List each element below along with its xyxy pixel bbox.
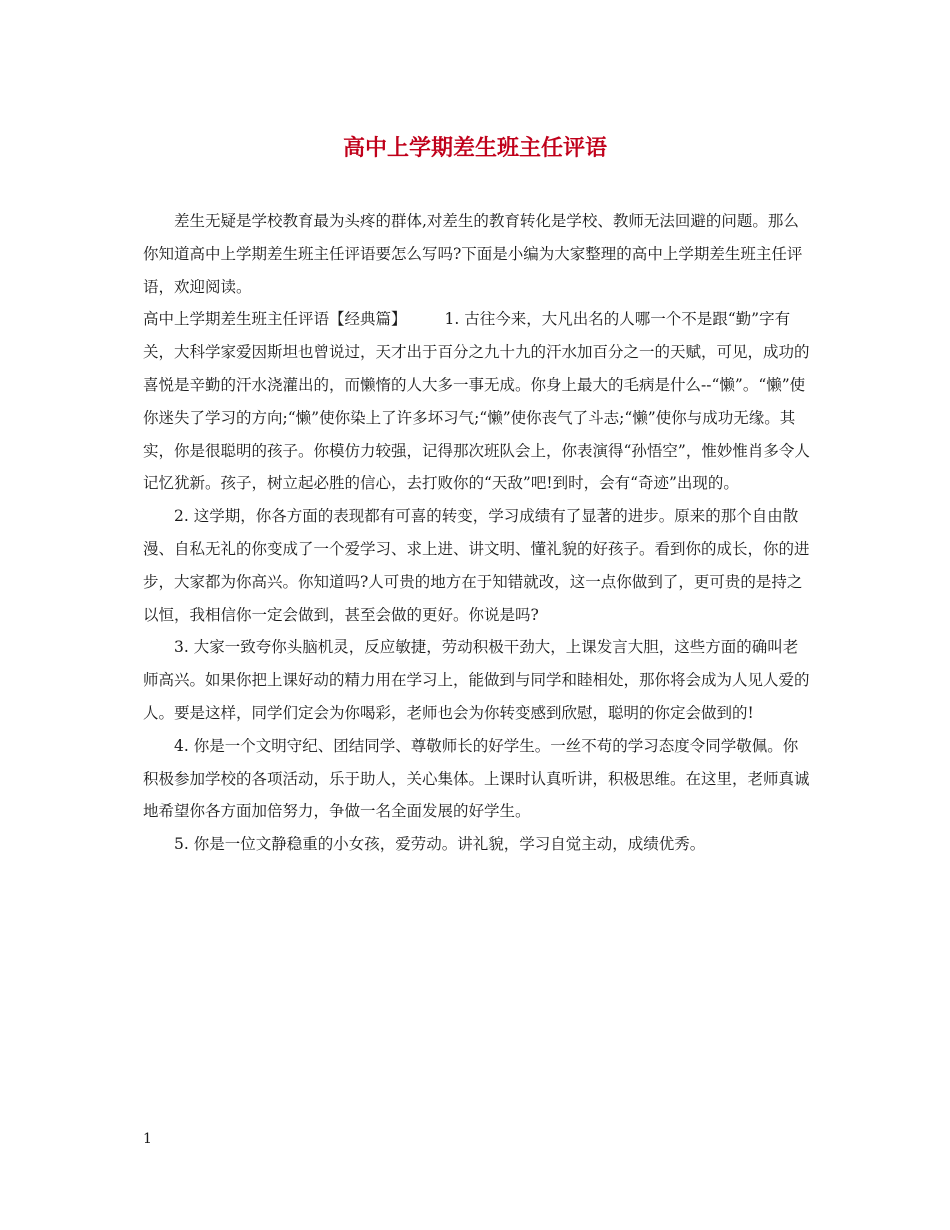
document-body	[143, 205, 811, 861]
section-heading: 高中上学期差生班主任评语【经典篇】	[143, 310, 407, 329]
comment-item-5: 5. 你是一位文静稳重的小女孩，爱劳动。讲礼貌，学习自觉主动，成绩优秀。	[174, 835, 706, 854]
comment-item-1: 1. 古往今来，大凡出名的人哪一个不是跟“勤”字有关，大科学家爱因斯坦也曾说过，天才出于百分之九十九的汗水加百分之一的天赋，可见，成功的喜悦是辛勤的汗水浇灌出的，而懒惰的人大多一事无成。你身上最大的毛病是什么--“懒”。“懒”使你迷失了学习的方向;“懒”使你染上了许多坏习气;“懒”使你丧气了斗志;“懒”使你与成功无缘。其实，你是很聪明的孩子。你模仿力较强，记得那次班队会上，你表演得“孙悟空”，惟妙惟肖多令人记忆犹新。孩子，树立起必胜的信心，去打败你的“天敌”吧!到时，会有“奇迹”出现的。	[143, 310, 810, 493]
section-heading-paragraph	[143, 303, 811, 500]
document-title: 高中上学期差生班主任评语	[342, 135, 607, 161]
comment-item-2: 2. 这学期，你各方面的表现都有可喜的转变，学习成绩有了显著的进步。原来的那个自由散漫、自私无礼的你变成了一个爱学习、求上进、讲文明、懂礼貌的好孩子。看到你的成长，你的进步，大家都为你高兴。你知道吗?人可贵的地方在于知错就改，这一点你做到了，更可贵的是持之以恒，我相信你一定会做到，甚至会做的更好。你说是吗?	[143, 507, 810, 624]
intro-paragraph: 差生无疑是学校教育最为头疼的群体,对差生的教育转化是学校、教师无法回避的问题。那么你知道高中上学期差生班主任评语要怎么写吗?下面是小编为大家整理的高中上学期差生班主任评语，欢迎阅读。	[143, 212, 803, 296]
comment-item-4: 4. 你是一个文明守纪、团结同学、尊敬师长的好学生。一丝不苟的学习态度令同学敬佩。你积极参加学校的各项活动，乐于助人，关心集体。上课时认真听讲，积极思维。在这里，老师真诚地希望你各方面加倍努力，争做一名全面发展的好学生。	[143, 736, 810, 821]
comment-item-3: 3. 大家一致夸你头脑机灵，反应敏捷，劳动积极干劲大，上课发言大胆，这些方面的确叫老师高兴。如果你把上课好动的精力用在学习上，能做到与同学和睦相处，那你将会成为人见人爱的人。要是这样，同学们定会为你喝彩，老师也会为你转变感到欣慰，聪明的你定会做到的!	[143, 638, 810, 722]
page-number: 1	[143, 1131, 152, 1147]
